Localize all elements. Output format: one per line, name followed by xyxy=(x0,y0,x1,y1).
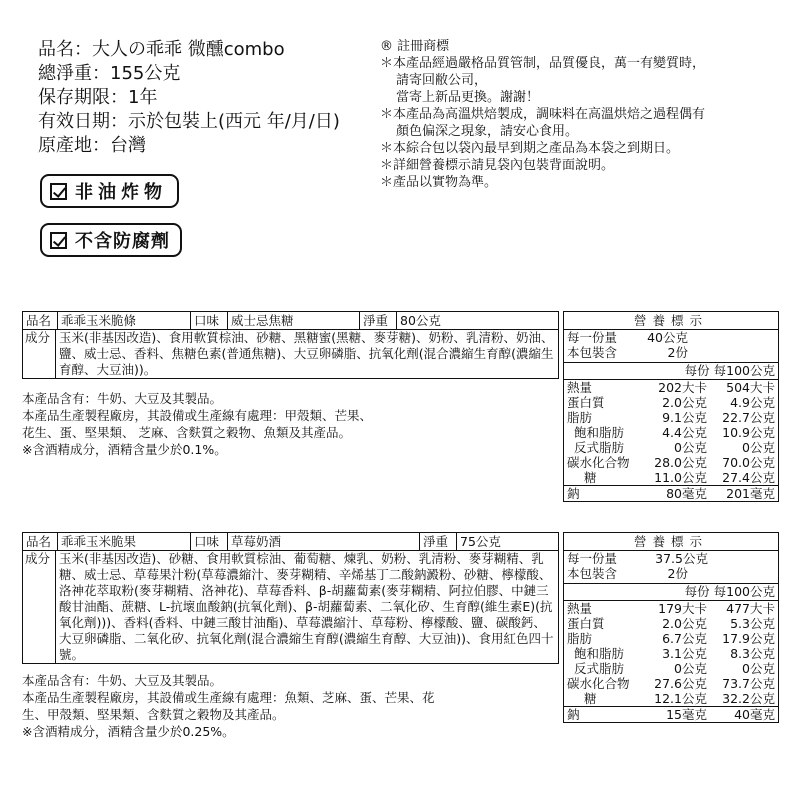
nutrient-name: 蛋白質 xyxy=(567,616,605,631)
per-100g-header: 每100公克 xyxy=(713,363,775,378)
flavor-label: 口味 xyxy=(191,312,228,329)
nutrient-per-100g: 504大卡 xyxy=(726,380,775,395)
nutrient-per-100g: 32.2公克 xyxy=(722,691,775,706)
nutrient-name: 飽和脂肪 xyxy=(574,646,625,661)
origin: 原產地：台灣 xyxy=(38,135,146,156)
nutrient-per-serving: 4.4公克 xyxy=(662,425,707,440)
per-serving-header: 每份 xyxy=(684,363,710,378)
trademark-note: ® 註冊商標 xyxy=(380,39,450,54)
product1-allergen-1: 本產品含有：牛奶、大豆及其製品。 xyxy=(22,391,223,406)
nutrient-per-serving: 0公克 xyxy=(674,661,707,676)
servings-label: 本包裝含 xyxy=(567,566,618,581)
expiry-date: 有效日期：示於包裝上(西元 年/月/日) xyxy=(38,111,340,132)
non-fried-badge xyxy=(40,174,179,208)
name-label: 品名 xyxy=(23,533,58,550)
nutrient-name: 脂肪 xyxy=(567,631,593,646)
product2-name: 乖乖玉米脆果 xyxy=(58,533,191,550)
no-preservative-label: 不含防腐劑 xyxy=(75,231,170,252)
nutrition-row xyxy=(564,425,778,440)
non-fried-label: 非油炸物 xyxy=(75,182,167,203)
serving-label: 每一份量 xyxy=(567,330,618,345)
nutrient-per-100g: 4.9公克 xyxy=(730,395,775,410)
nutrient-per-serving: 0公克 xyxy=(674,440,707,455)
nutrition-title: 營養標示 xyxy=(564,533,778,551)
nutrition-row xyxy=(564,410,778,425)
nutrient-per-100g: 0公克 xyxy=(742,661,775,676)
nutrient-name: 鈉 xyxy=(567,707,580,722)
product2-alcohol-note: ※含酒精成分，酒精含量少於0.25%。 xyxy=(22,724,235,739)
flavor-label: 口味 xyxy=(191,533,228,550)
nutrient-name: 蛋白質 xyxy=(567,395,605,410)
weight-label: 淨重 xyxy=(360,312,397,329)
nutrition-row xyxy=(564,676,778,691)
nutrient-per-serving: 3.1公克 xyxy=(662,646,707,661)
nutrient-per-100g: 73.7公克 xyxy=(722,676,775,691)
nutrient-name: 反式脂肪 xyxy=(574,440,625,455)
nutrient-name: 熱量 xyxy=(567,380,593,395)
product1-ingredient-box xyxy=(22,311,559,379)
nutrient-name: 脂肪 xyxy=(567,410,593,425)
nutrient-name: 熱量 xyxy=(567,601,593,616)
nutrition-row xyxy=(564,631,778,646)
nutrient-per-serving: 202大卡 xyxy=(658,380,707,395)
nutrient-per-serving: 11.0公克 xyxy=(654,470,707,485)
nutrition-row xyxy=(564,601,778,616)
nutrient-per-100g: 10.9公克 xyxy=(722,425,775,440)
nutrient-per-100g: 5.3公克 xyxy=(730,616,775,631)
serving-size: 37.5公克 xyxy=(655,551,708,566)
no-preservative-badge xyxy=(40,223,182,257)
nutrient-per-100g: 27.4公克 xyxy=(722,470,775,485)
nutrient-per-serving: 12.1公克 xyxy=(654,691,707,706)
nutrition-panel-2 xyxy=(563,532,779,723)
nutrition-row xyxy=(564,485,778,501)
product1-flavor: 威士忌焦糖 xyxy=(228,312,360,329)
baking-note-1: ＊本產品為高溫烘焙製成，調味料在高溫烘焙之過程偶有 xyxy=(380,107,706,122)
nutrient-name: 反式脂肪 xyxy=(574,661,625,676)
nutrient-per-100g: 201毫克 xyxy=(726,486,775,501)
product2-allergen-2: 本產品生產製程廠房，其設備或生產線有處理：魚類、芝麻、蛋、芒果、花 xyxy=(22,690,435,705)
servings-count: 2份 xyxy=(667,566,688,581)
serving-label: 每一份量 xyxy=(567,551,618,566)
nutrition-row xyxy=(564,661,778,676)
nutrition-row xyxy=(564,706,778,722)
nutrition-panel-1 xyxy=(563,311,779,502)
nutrient-per-serving: 28.0公克 xyxy=(654,455,707,470)
product1-allergen-2: 本產品生產製程廠房，其設備或生產線有處理：甲殼類、芒果、 xyxy=(22,408,373,423)
product1-alcohol-note: ※含酒精成分，酒精含量少於0.1%。 xyxy=(22,442,227,457)
nutrient-per-100g: 22.7公克 xyxy=(722,410,775,425)
net-weight: 總淨重：155公克 xyxy=(38,63,181,84)
nutrition-row xyxy=(564,470,778,485)
baking-note-2: 顏色偏深之現象，請安心食用。 xyxy=(396,124,579,139)
nutrient-name: 碳水化合物 xyxy=(567,676,630,691)
nutrient-per-serving: 15毫克 xyxy=(666,707,707,722)
nutrient-name: 糖 xyxy=(584,691,597,706)
nutrition-row xyxy=(564,380,778,395)
checkbox-icon xyxy=(50,232,67,249)
weight-label: 淨重 xyxy=(420,533,457,550)
nutrient-per-serving: 9.1公克 xyxy=(662,410,707,425)
nutrition-row xyxy=(564,440,778,455)
nutrient-per-serving: 2.0公克 xyxy=(662,616,707,631)
nutrient-per-100g: 8.3公克 xyxy=(730,646,775,661)
nutrient-per-serving: 80毫克 xyxy=(666,486,707,501)
nutrient-name: 飽和脂肪 xyxy=(574,425,625,440)
checkbox-icon xyxy=(50,183,67,200)
product2-allergen-1: 本產品含有：牛奶、大豆及其製品。 xyxy=(22,673,223,688)
nutrient-per-100g: 0公克 xyxy=(742,440,775,455)
per-serving-header: 每份 xyxy=(684,584,710,599)
nutrient-name: 糖 xyxy=(584,470,597,485)
nutrient-per-100g: 17.9公克 xyxy=(722,631,775,646)
nutrient-per-serving: 6.7公克 xyxy=(662,631,707,646)
product1-allergen-3: 花生、蛋、堅果類、 芝麻、含麩質之穀物、魚類及其產品。 xyxy=(22,425,351,440)
product-name: 品名：大人の乖乖 微醺combo xyxy=(38,39,285,60)
nutrient-per-100g: 70.0公克 xyxy=(722,455,775,470)
nutrient-name: 碳水化合物 xyxy=(567,455,630,470)
nutrient-per-100g: 40毫克 xyxy=(734,707,775,722)
nutrition-title: 營養標示 xyxy=(564,312,778,330)
product1-name: 乖乖玉米脆條 xyxy=(58,312,191,329)
nutrient-per-serving: 27.6公克 xyxy=(654,676,707,691)
product2-weight: 75公克 xyxy=(460,534,501,549)
nutrient-name: 鈉 xyxy=(567,486,580,501)
product2-allergen-3: 生、甲殼類、堅果類、含麩質之穀物及其產品。 xyxy=(22,707,285,722)
servings-count: 2份 xyxy=(667,345,688,360)
product2-ingredient-box xyxy=(22,532,559,664)
quality-note-2: 請寄回敝公司， xyxy=(396,73,488,88)
nutrition-note: ＊詳細營養標示請見袋內包裝背面說明。 xyxy=(380,158,615,173)
nutrition-row xyxy=(564,616,778,631)
servings-label: 本包裝含 xyxy=(567,345,618,360)
nutrition-row xyxy=(564,646,778,661)
nutrient-per-100g: 477大卡 xyxy=(726,601,775,616)
product1-ingredients: 玉米(非基因改造)、食用軟質棕油、砂糖、黑糖蜜(黑糖、麥芽糖)、奶粉、乳清粉、奶油、鹽、威士忌、香料、焦糖色素(普通焦糖)、大豆卵磷脂、抗氧化劑(混合濃縮生育醇(濃縮生育醇、大豆油))。 xyxy=(59,330,554,377)
product1-weight: 80公克 xyxy=(400,313,441,328)
name-label: 品名 xyxy=(23,312,58,329)
product2-flavor: 草莓奶酒 xyxy=(228,533,420,550)
product2-ingredients: 玉米(非基因改造)、砂糖、食用軟質棕油、葡萄糖、煉乳、奶粉、乳清粉、麥芽糊精、乳糖、威士忌、草莓果汁粉(草莓濃縮汁、麥芽糊精、辛烯基丁二酸鈉澱粉、砂糖、檸檬酸、洛神花萃取粉(麥芽糊精、洛神花)、草莓香料、β-胡蘿蔔素(麥芽糊精、阿拉伯膠、中鏈三酸甘油酯、蔗糖、L-抗壞血酸鈉(抗氧化劑)、β-胡蘿蔔素、二氧化矽、生育醇(維生素E)(抗氧化劑)))、香料(香料、中鏈三酸甘油酯)、草莓濃縮汁、草莓粉、檸檬酸、鹽、碳酸鈣、大豆卵磷脂、二氧化矽、抗氧化劑(混合濃縮生育醇(濃縮生育醇、大豆油))、食用紅色四十號。 xyxy=(59,551,554,662)
serving-size: 40公克 xyxy=(647,330,688,345)
quality-note-3: 當寄上新品更換。謝謝！ xyxy=(396,90,540,105)
nutrient-per-serving: 179大卡 xyxy=(658,601,707,616)
expiry-note: ＊本綜合包以袋內最早到期之產品為本袋之到期日。 xyxy=(380,141,680,156)
nutrition-row xyxy=(564,691,778,706)
actual-product-note: ＊產品以實物為準。 xyxy=(380,175,498,190)
nutrition-row xyxy=(564,395,778,410)
nutrition-row xyxy=(564,455,778,470)
quality-note-1: ＊本產品經過嚴格品質管制，品質優良，萬一有變質時， xyxy=(380,56,706,71)
ingredient-label: 成分 xyxy=(23,330,56,378)
per-100g-header: 每100公克 xyxy=(713,584,775,599)
ingredient-label: 成分 xyxy=(23,551,56,663)
nutrient-per-serving: 2.0公克 xyxy=(662,395,707,410)
shelf-life: 保存期限：1年 xyxy=(38,87,158,108)
